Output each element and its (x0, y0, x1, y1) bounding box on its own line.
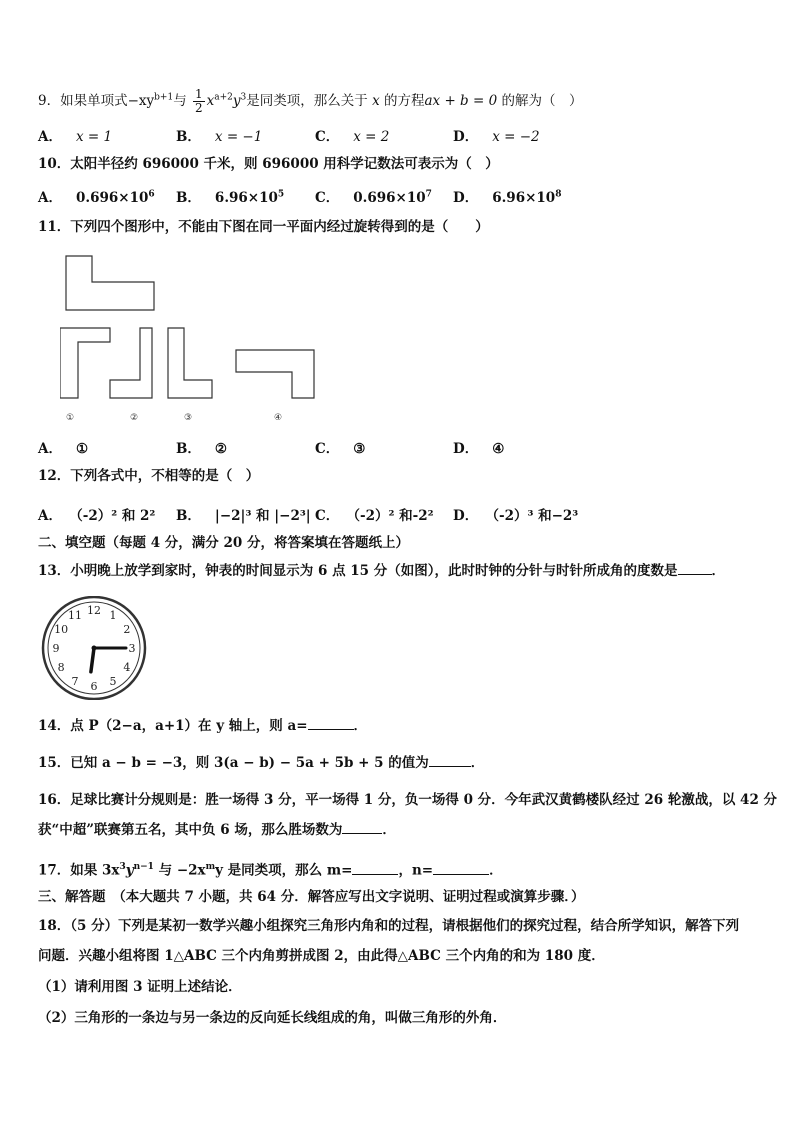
q16-answer-blank[interactable] (342, 821, 382, 834)
option-value: 0.696×10 (75, 190, 149, 206)
q9-fraction (193, 88, 205, 115)
option-value: 0.696×10 (353, 190, 426, 206)
q17-pre: 17．如果 3x (38, 862, 120, 879)
option-value: 6.96×10 (214, 190, 278, 206)
option-key: D． (453, 129, 479, 145)
section-3-heading: 三、解答题 （本大题共 7 小题，共 64 分．解答应写出文字说明、证明过程或演算步骤．） (38, 889, 585, 905)
q9-option-a[interactable] (38, 125, 112, 145)
option-value: ④ (492, 441, 505, 457)
option-exp: 7 (425, 189, 432, 200)
question-18-line-2: 问题．兴趣小组将图 1△ABC 三个内角剪拼成图 2，由此得△ABC 三个内角的和为 180 度． (38, 948, 605, 964)
q11-option-d[interactable] (453, 437, 504, 457)
option-value: 6.96×10 (492, 190, 556, 206)
q10-option-d[interactable] (453, 186, 561, 206)
q17-exp2: n−1 (133, 862, 154, 872)
clock-number-2: 2 (123, 623, 131, 636)
q10-options (38, 186, 758, 204)
clock-figure (38, 596, 150, 700)
label-2: ② (129, 413, 139, 423)
option-exp: 8 (555, 189, 562, 200)
q15-tail: ． (470, 755, 485, 771)
q10-option-b[interactable] (176, 186, 284, 206)
option-key: D． (453, 190, 479, 206)
option-key: B． (176, 129, 201, 145)
q9-options (38, 125, 758, 143)
option-value: x = 1 (75, 129, 113, 145)
q9-term3: y (232, 93, 241, 109)
option-key: C． (315, 129, 340, 145)
q17-exp1: 3 (119, 862, 126, 872)
shape-1 (60, 328, 110, 398)
clock-center (92, 646, 97, 651)
q9-equation: ax + b = 0 (424, 93, 498, 109)
label-4: ④ (273, 413, 283, 423)
option-key: C． (315, 508, 340, 524)
q9-term2: x (206, 93, 215, 109)
option-key: A． (38, 441, 62, 457)
q9-frac-den: 2 (194, 101, 203, 115)
question-9 (38, 88, 582, 115)
option-key: A． (38, 190, 62, 206)
question-16-line-2 (38, 821, 396, 839)
clock-number-3: 3 (128, 642, 136, 655)
q9-text: 9．如果单项式−xy (38, 93, 155, 109)
q14-tail: ． (353, 718, 368, 734)
q17-var-y: y (125, 862, 134, 879)
q17-mid1: 与 −2x (153, 862, 206, 879)
option-value: x = −2 (492, 129, 540, 145)
q11-shapes (60, 250, 340, 430)
q13-tail: ． (711, 563, 726, 579)
clock-svg (38, 596, 150, 700)
q11-options (38, 437, 758, 455)
clock-number-10: 10 (54, 623, 69, 636)
option-value: ① (75, 441, 89, 457)
label-3: ③ (183, 413, 193, 423)
question-13 (38, 562, 725, 580)
option-value: （-2）² 和-2² (353, 508, 434, 524)
q9-mid1: 与 (173, 93, 187, 109)
q9-option-b[interactable] (176, 125, 262, 145)
q9-exp2: a+2 (214, 92, 233, 103)
option-key: C． (315, 441, 340, 457)
clock-number-12: 12 (87, 604, 101, 617)
reference-shape (66, 256, 154, 310)
q9-frac-num: 1 (194, 87, 203, 101)
clock-number-6: 6 (90, 680, 98, 693)
q14-text: 14．点 P（2−a，a+1）在 y 轴上，则 a= (38, 718, 308, 734)
option-value: （-2）³ 和−2³ (492, 508, 579, 524)
shape-3 (168, 328, 212, 398)
q12-option-c[interactable] (315, 504, 434, 524)
clock-number-7: 7 (71, 674, 79, 688)
q9-var: x (372, 93, 380, 109)
q9-mid2: 是同类项，那么关于 (246, 93, 368, 109)
option-key: A． (38, 129, 62, 145)
question-15 (38, 754, 484, 772)
option-exp: 6 (148, 189, 155, 200)
q12-option-a[interactable] (38, 504, 155, 524)
option-exp: 5 (277, 189, 285, 200)
clock-number-9: 9 (52, 642, 60, 655)
option-value: x = −1 (214, 129, 263, 145)
label-1: ① (65, 413, 75, 423)
option-key: B． (176, 441, 201, 457)
q9-exp3: 3 (240, 92, 247, 103)
question-17 (38, 858, 503, 880)
clock-number-5: 5 (109, 674, 117, 688)
question-10: 10．太阳半径约 696000 千米，则 696000 用科学记数法可表示为（ ） (38, 156, 499, 172)
q15-text: 15．已知 a − b = −3，则 3(a − b) − 5a + 5b + 5 的值为 (38, 755, 429, 771)
q11-option-c[interactable] (315, 437, 365, 457)
q17-exp3: m (205, 862, 216, 872)
q17-n-blank[interactable] (433, 862, 489, 875)
q17-mid3: ，n= (398, 862, 434, 879)
option-key: D． (453, 508, 479, 524)
option-value: |−2|³ 和 |−2³| (214, 508, 311, 524)
clock-number-1: 1 (109, 609, 117, 623)
q13-answer-blank[interactable] (678, 562, 712, 575)
question-11: 11．下列四个图形中，不能由下图在同一平面内经过旋转得到的是（ ） (38, 219, 489, 235)
clock-number-8: 8 (57, 661, 65, 674)
q11-figure (60, 250, 340, 430)
option-value: ② (214, 441, 228, 457)
q9-option-d[interactable] (453, 125, 540, 145)
option-key: A． (38, 508, 62, 524)
question-16-line-1: 16．足球比赛计分规则是：胜一场得 3 分，平一场得 1 分，负一场得 0 分．今年武汉黄鹤楼队经过 26 轮激战，以 42 分 (38, 792, 778, 808)
q16-text: 获“中超”联赛第五名，其中负 6 场，那么胜场数为 (38, 822, 343, 838)
q14-answer-blank[interactable] (308, 717, 354, 730)
hour-hand (91, 648, 94, 672)
q11-option-a[interactable] (38, 437, 88, 457)
shape-4 (236, 350, 314, 398)
q17-m-blank[interactable] (352, 862, 398, 875)
question-18-part-1: （1）请利用图 3 证明上述结论． (38, 979, 242, 995)
option-key: B． (176, 190, 201, 206)
q17-tail: ． (489, 862, 503, 879)
q10-option-a[interactable] (38, 186, 155, 206)
question-14 (38, 717, 367, 735)
option-value: ③ (353, 441, 366, 457)
option-key: B． (176, 508, 201, 524)
q10-option-c[interactable] (315, 186, 432, 206)
option-value: （-2）² 和 2² (75, 508, 156, 524)
q16-tail: ． (382, 822, 396, 838)
option-key: D． (453, 441, 479, 457)
option-value: x = 2 (353, 129, 390, 145)
option-key: C． (315, 190, 340, 206)
q15-answer-blank[interactable] (429, 754, 471, 767)
q9-option-c[interactable] (315, 125, 389, 145)
section-2-heading: 二、填空题（每题 4 分，满分 20 分，将答案填在答题纸上） (38, 535, 409, 551)
q12-option-d[interactable] (453, 504, 578, 524)
question-18-part-2: （2）三角形的一条边与另一条边的反向延长线组成的角，叫做三角形的外角． (38, 1010, 507, 1026)
shape-2 (110, 328, 152, 398)
q13-text: 13．小明晚上放学到家时，钟表的时间显示为 6 点 15 分（如图），此时时钟的分针与时针所成角的度数是 (38, 563, 678, 579)
q12-option-b[interactable] (176, 504, 311, 524)
clock-number-4: 4 (123, 661, 131, 674)
q9-tail: 的解为（ ） (501, 93, 583, 109)
q17-mid2: y 是同类项，那么 m= (215, 862, 353, 879)
q9-exp1: b+1 (154, 92, 174, 103)
q9-mid3: 的方程 (383, 93, 425, 109)
q12-options (38, 504, 758, 522)
clock-number-11: 11 (68, 609, 82, 623)
question-12: 12．下列各式中，不相等的是（ ） (38, 468, 260, 484)
question-18-line-1: 18．（5 分）下列是某初一数学兴趣小组探究三角形内角和的过程，请根据他们的探究过程，结合所学知识，解答下列 (38, 918, 740, 934)
q11-option-b[interactable] (176, 437, 227, 457)
